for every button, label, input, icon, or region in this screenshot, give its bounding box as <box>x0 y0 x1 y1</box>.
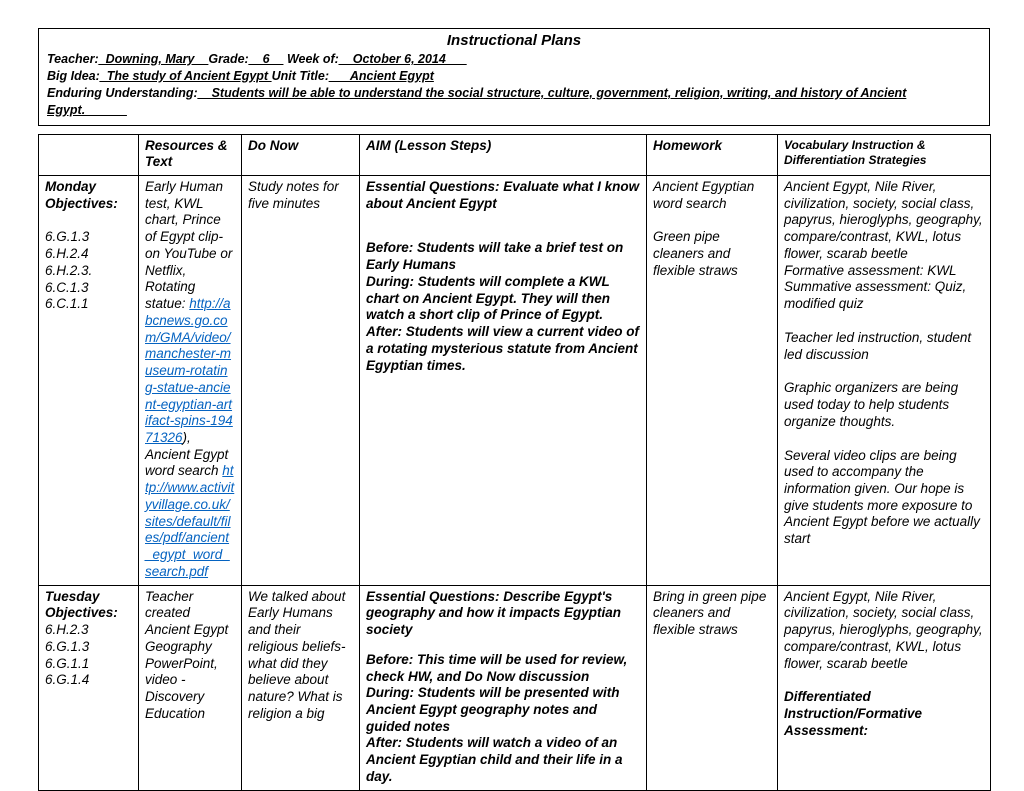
week-value: __October 6, 2014___ <box>338 52 467 66</box>
monday-video-clips-note: Several video clips are being used to accompany the information given. Our hope is give students more exposure to Ancient Egypt before we actually start <box>784 447 980 547</box>
tuesday-resources-text: Teacher created Ancient Egypt Geography PowerPoint, video - Discovery Education <box>145 588 229 721</box>
monday-graphic-organizers-note: Graphic organizers are being used today to help students organize thoughts. <box>784 380 959 429</box>
monday-essential-questions: Essential Questions: Evaluate what I know about Ancient Egypt <box>366 178 640 211</box>
big-idea-value: _The study of Ancient Egypt <box>99 68 272 83</box>
blank-line <box>784 313 984 330</box>
lesson-plan-table <box>38 134 991 791</box>
table-header-row <box>39 134 991 175</box>
big-idea-line <box>47 68 981 85</box>
tuesday-vocabulary-cell <box>778 585 991 790</box>
blank-line <box>366 639 640 652</box>
enduring-understanding-line <box>47 85 981 119</box>
objective-code: 6.G.1.1 <box>45 655 90 671</box>
tuesday-do-now-text: We talked about Early Humans and their religious beliefs- what did they believe about nature? What is religion a big <box>248 588 346 721</box>
teacher-grade-week-line <box>47 51 981 68</box>
enduring-label: Enduring Understanding: <box>47 85 198 100</box>
rotating-statue-hyperlink[interactable]: http://abcnews.go.com/GMA/video/manchester-museum-rotating-statue-ancient-egyptian-artifact-spins-19471326 <box>145 296 233 445</box>
monday-homework-item: Green pipe cleaners and flexible straws <box>653 229 738 278</box>
objective-code: 6.H.2.4 <box>45 246 89 262</box>
tuesday-essential-questions: Essential Questions: Describe Egypt's geography and how it impacts Egyptian society <box>366 588 622 638</box>
monday-resources-cell <box>139 175 242 585</box>
unit-title-value: ___Ancient Egypt <box>328 68 434 83</box>
tuesday-row <box>39 585 991 790</box>
tuesday-day-title: Tuesday Objectives: <box>45 588 118 621</box>
resources-column-header: Resources & Text <box>139 134 242 175</box>
vocabulary-column-header: Vocabulary Instruction & Differentiation Strategies <box>778 134 991 175</box>
grade-value: __6__ <box>248 52 284 66</box>
monday-summative-assessment: Summative assessment: Quiz, modified quiz <box>784 279 967 312</box>
blank-line <box>784 672 984 689</box>
tuesday-aim-before: Before: This time will be used for review, check HW, and Do Now discussion <box>366 651 628 684</box>
monday-formative-assessment: Formative assessment: KWL <box>784 262 957 278</box>
grade-label: Grade: <box>208 52 249 66</box>
tuesday-aim-during: During: Students will be presented with Ancient Egypt geography notes and guided notes <box>366 685 620 734</box>
monday-row <box>39 175 991 585</box>
tuesday-homework-cell <box>647 585 778 790</box>
tuesday-objectives-cell <box>39 585 139 790</box>
monday-aim-cell <box>360 175 647 585</box>
monday-vocabulary-cell <box>778 175 991 585</box>
blank-line <box>366 212 640 240</box>
monday-homework-cell <box>647 175 778 585</box>
monday-aim-before: Before: Students will take a brief test on Early Humans <box>366 240 624 273</box>
monday-resources-text: ), Ancient Egypt word search <box>145 429 229 479</box>
tuesday-resources-cell <box>139 585 242 790</box>
tuesday-differentiated-heading: Differentiated Instruction/Formative Assessment: <box>784 689 923 738</box>
monday-aim-after: After: Students will view a current video of a rotating mysterious statute from Ancient Egyptian times. <box>366 324 640 373</box>
blank-line <box>784 431 984 448</box>
monday-day-title: Monday Objectives: <box>45 178 118 211</box>
day-column-header <box>39 134 139 175</box>
tuesday-vocab-list: Ancient Egypt, Nile River, civilization, society, social class, papyrus, hieroglyphs, geography, compare/contrast, KWL, lotus flower, scarab beetle <box>784 588 983 671</box>
plan-header-box <box>38 28 990 126</box>
homework-column-header: Homework <box>647 134 778 175</box>
tuesday-aim-after: After: Students will watch a video of an Ancient Egyptian child and their life in a day. <box>366 735 623 784</box>
tuesday-do-now-cell <box>242 585 360 790</box>
blank-line <box>45 212 132 229</box>
unit-title-label: Unit Title: <box>271 68 329 83</box>
objective-code: 6.H.2.3 <box>45 622 89 638</box>
big-idea-label: Big Idea: <box>47 68 100 83</box>
objective-code: 6.C.1.1 <box>45 296 89 312</box>
monday-objectives-cell <box>39 175 139 585</box>
aim-column-header: AIM (Lesson Steps) <box>360 134 647 175</box>
monday-do-now-cell <box>242 175 360 585</box>
monday-resources-text: Early Human test, KWL chart, Prince of Egypt clip- on YouTube or Netflix, Rotating statue: <box>145 178 233 312</box>
monday-instruction-note: Teacher led instruction, student led discussion <box>784 329 972 362</box>
tuesday-aim-cell <box>360 585 647 790</box>
tuesday-homework-item: Bring in green pipe cleaners and flexible straws <box>653 588 767 638</box>
blank-line <box>784 363 984 380</box>
objective-code: 6.G.1.3 <box>45 638 90 654</box>
monday-homework-item: Ancient Egyptian word search <box>653 178 755 211</box>
objective-code: 6.H.2.3. <box>45 262 93 278</box>
word-search-hyperlink[interactable]: http://www.activityvillage.co.uk/sites/default/files/pdf/ancient_egypt_word_search.pdf <box>145 463 235 579</box>
blank-line <box>653 212 771 229</box>
week-label: Week of: <box>283 52 339 66</box>
objective-code: 6.G.1.3 <box>45 229 90 245</box>
do-now-column-header: Do Now <box>242 134 360 175</box>
enduring-value: __Students will be able to understand the social structure, culture, government, religion, writing, and history of Ancient Egypt.______ <box>47 85 907 117</box>
document-title: Instructional Plans <box>446 32 582 49</box>
monday-do-now-text: Study notes for five minutes <box>248 178 339 211</box>
objective-code: 6.C.1.3 <box>45 279 89 295</box>
teacher-value: _Downing, Mary__ <box>98 52 209 66</box>
monday-vocab-list: Ancient Egypt, Nile River, civilization, society, social class, papyrus, hieroglyphs, geography, compare/contrast, KWL, lotus flower, scarab beetle <box>784 178 983 261</box>
monday-aim-during: During: Students will complete a KWL chart on Ancient Egypt. They will then watch a short clip of Prince of Egypt. <box>366 273 611 323</box>
teacher-label: Teacher: <box>47 52 99 66</box>
objective-code: 6.G.1.4 <box>45 672 90 688</box>
